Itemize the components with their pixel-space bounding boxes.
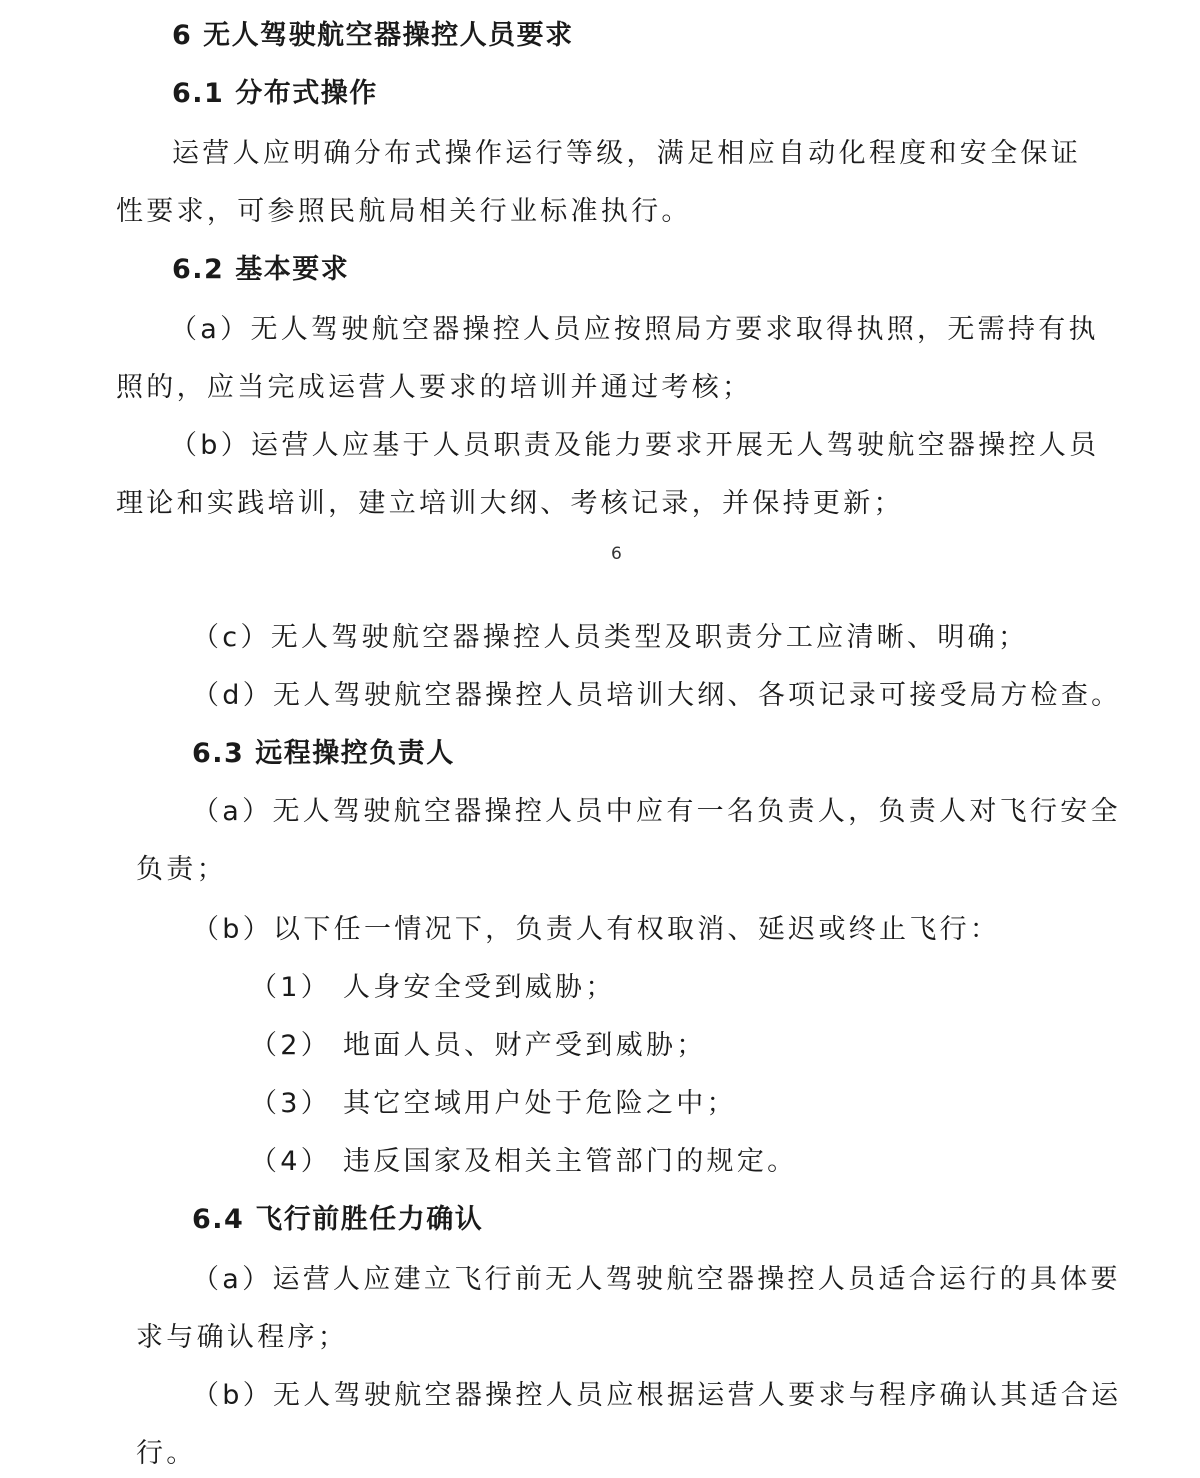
section-6-3-item-b: （b）以下任一情况下，负责人有权取消、延迟或终止飞行：: [192, 914, 1001, 945]
section-6-2-item-a-line-2: 照的，应当完成运营人要求的培训并通过考核；: [116, 372, 753, 403]
section-6-4-item-a-line-1: （a）运营人应建立飞行前无人驾驶航空器操控人员适合运行的具体要: [192, 1264, 1121, 1295]
section-6-2-item-a-line-1: （a）无人驾驶航空器操控人员应按照局方要求取得执照，无需持有执: [170, 314, 1099, 345]
section-6-title: 6 无人驾驶航空器操控人员要求: [172, 20, 574, 51]
section-6-3-sub-item-2: （2） 地面人员、财产受到威胁；: [250, 1030, 707, 1061]
section-6-4-heading: 6.4 飞行前胜任力确认: [192, 1204, 484, 1235]
section-6-1-paragraph-line-1: 运营人应明确分布式操作运行等级，满足相应自动化程度和安全保证: [172, 138, 1081, 169]
section-6-1-paragraph-line-2: 性要求，可参照民航局相关行业标准执行。: [116, 196, 692, 227]
section-6-3-item-a-line-2: 负责；: [136, 854, 227, 885]
section-6-4-item-b-line-2: 行。: [136, 1438, 197, 1469]
section-6-2-heading: 6.2 基本要求: [172, 254, 350, 285]
section-6-3-sub-item-4: （4） 违反国家及相关主管部门的规定。: [250, 1146, 798, 1177]
section-6-2-item-b-line-2: 理论和实践培训，建立培训大纲、考核记录，并保持更新；: [116, 488, 904, 519]
section-6-2-item-d: （d）无人驾驶航空器操控人员培训大纲、各项记录可接受局方检查。: [192, 680, 1122, 711]
section-6-4-item-b-line-1: （b）无人驾驶航空器操控人员应根据运营人要求与程序确认其适合运: [192, 1380, 1122, 1411]
section-6-3-sub-item-1: （1） 人身安全受到威胁；: [250, 972, 616, 1003]
section-6-1-heading: 6.1 分布式操作: [172, 78, 378, 109]
section-6-2-item-c: （c）无人驾驶航空器操控人员类型及职责分工应清晰、明确；: [192, 622, 1029, 653]
section-6-3-heading: 6.3 远程操控负责人: [192, 738, 455, 769]
page-number: 6: [611, 544, 622, 564]
section-6-4-item-a-line-2: 求与确认程序；: [136, 1322, 349, 1353]
section-6-3-item-a-line-1: （a）无人驾驶航空器操控人员中应有一名负责人，负责人对飞行安全: [192, 796, 1121, 827]
section-6-2-item-b-line-1: （b）运营人应基于人员职责及能力要求开展无人驾驶航空器操控人员: [170, 430, 1100, 461]
section-6-3-sub-item-3: （3） 其它空域用户处于危险之中；: [250, 1088, 737, 1119]
